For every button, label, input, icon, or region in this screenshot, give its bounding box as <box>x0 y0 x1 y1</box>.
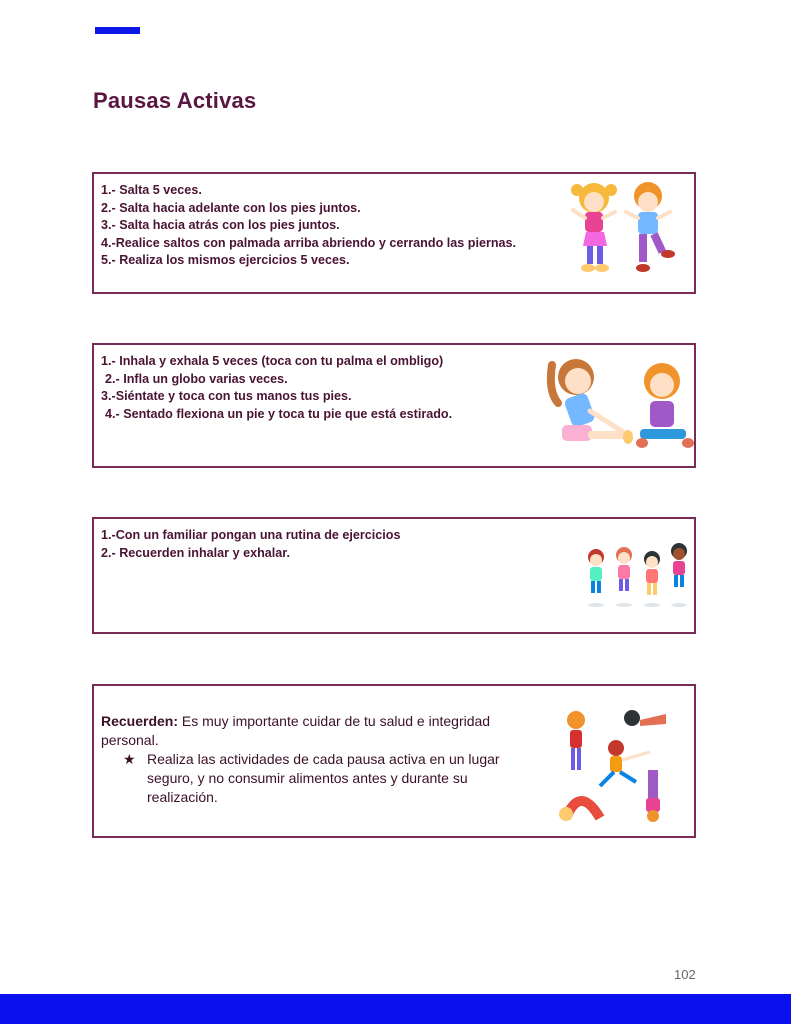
list-item: 3.- Salta hacia atrás con los pies juntos. <box>101 218 340 233</box>
kids-jumping-group-illustration <box>582 539 694 611</box>
list-item <box>101 750 541 807</box>
list-item: 4.- Sentado flexiona un pie y toca tu pie que está estirado. <box>105 406 453 421</box>
reminder-box <box>92 684 696 838</box>
jumping-kids-illustration <box>568 180 680 280</box>
family-routine-steps-list <box>101 527 401 562</box>
exercise-box-family-routine <box>92 517 696 634</box>
exercise-box-jumping <box>92 172 696 294</box>
reminder-text: Es muy importante cuidar de tu salud e integridad personal. <box>101 713 491 748</box>
list-item: 1.-Con un familiar pongan una rutina de ejercicios <box>101 528 401 542</box>
reminder-content <box>101 712 541 807</box>
jumping-steps-list <box>101 182 516 270</box>
reminder-label: Recuerden: <box>101 713 179 729</box>
page-title: Pausas Activas <box>93 88 257 113</box>
top-accent-bar <box>95 27 140 34</box>
list-item: 2.- Salta hacia adelante con los pies juntos. <box>101 200 361 215</box>
reminder-bullet-list <box>101 750 541 807</box>
star-bullet-icon: ★ <box>123 751 136 767</box>
list-item: 2.- Recuerden inhalar y exhalar. <box>101 545 290 560</box>
list-item: 5.- Realiza los mismos ejercicios 5 veces. <box>101 253 350 268</box>
bullet-text: Realiza las actividades de cada pausa activa en un lugar seguro, y no consumir alimentos antes y durante su realización. <box>147 751 500 805</box>
list-item: 4.-Realice saltos con palmada arriba abriendo y cerrando las piernas. <box>101 235 517 250</box>
stretching-kids-illustration <box>544 351 694 461</box>
list-item: 1.- Inhala y exhala 5 veces (toca con tu palma el ombligo) <box>101 354 444 368</box>
list-item: 2.- Infla un globo varias veces. <box>105 371 288 386</box>
exercise-box-breathing <box>92 343 696 468</box>
page-number: 102 <box>674 967 696 982</box>
list-item: 3.-Siéntate y toca con tus manos tus pies. <box>101 389 352 404</box>
footer-bar <box>0 994 791 1024</box>
reminder-paragraph <box>101 712 541 750</box>
exercising-kids-illustration <box>554 706 674 824</box>
list-item: 1.- Salta 5 veces. <box>101 183 202 197</box>
breathing-steps-list <box>101 353 452 423</box>
